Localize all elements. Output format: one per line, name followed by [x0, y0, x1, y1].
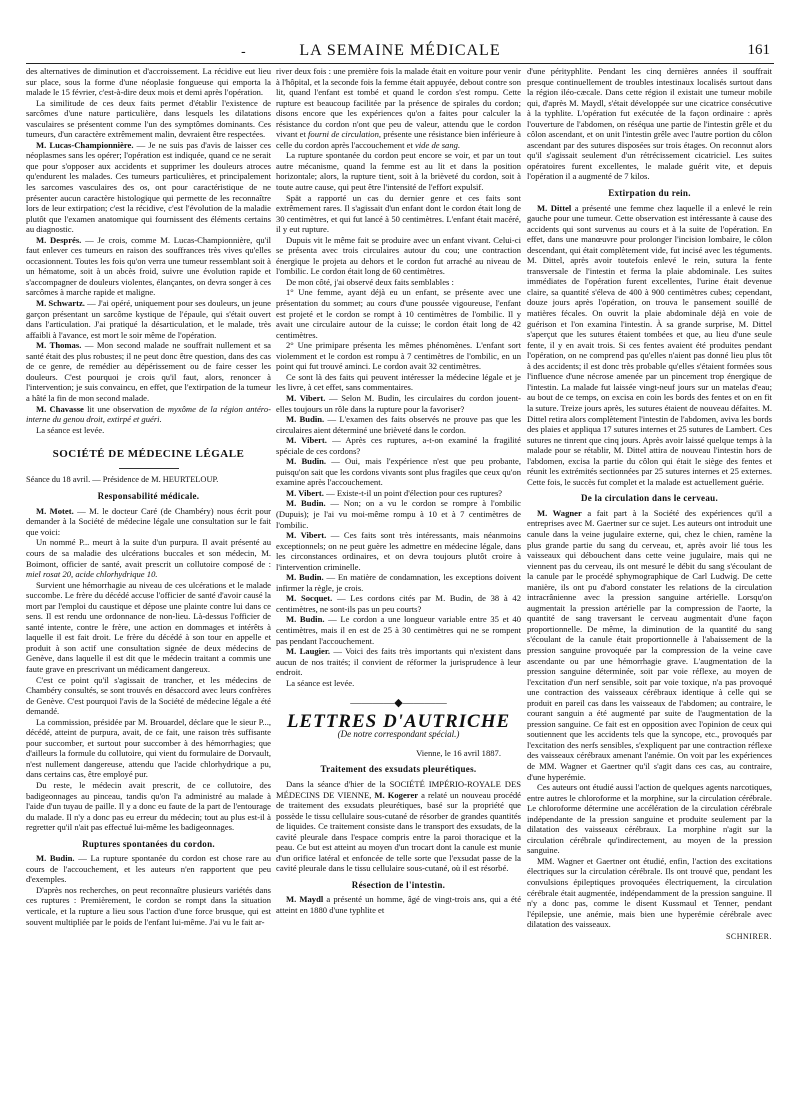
paragraph [276, 66, 521, 150]
italic-text: miel rosat 20, acide chlorhydrique 10. [26, 569, 158, 580]
paragraph [276, 498, 521, 530]
italic-text: vide de sang. [414, 139, 461, 150]
paragraph [276, 779, 521, 874]
speaker-name: M. Motet. [36, 505, 74, 516]
section-title: LETTRES D'AUTRICHE [286, 710, 511, 732]
speech-text: lit une observation de [87, 403, 168, 414]
speech-text: — Je crois, comme M. Lucas-Championnière, qu'il faut enlever ces tumeurs en raison des souffrances très vives qu'elles occasionnent. Toutes les fois qu'on verra une tumeur ressemblant soit à un hématome, soit à un abcès froid, suivre une évolution rapide et s'accompagner de douleurs violentes, élançantes, on devra songer à ces sarcômes à marche rapide et maligne. [26, 234, 271, 298]
paragraph [26, 298, 271, 340]
speech-text: Un nommé P... meurt à la suite d'un purpura. Il avait présenté au cours de sa maladie des ulcérations buccales et son médecin, M. Boimont, officier de santé, avait prescrit un collutoire composé de : [26, 537, 271, 569]
paragraph [276, 572, 521, 593]
speech-text: — L'examen des faits observés ne prouve pas que les circulaires aient déterminé une brièveté dans le cordon. [276, 414, 521, 435]
speech-text: — Après ces ruptures, a-t-on examiné la fragilité spéciale de ces cordons? [276, 435, 521, 456]
session-line: Séance du 18 avril. — Présidence de M. HEURTELOUP. [26, 474, 219, 484]
paragraph [276, 593, 521, 614]
body-text: river deux fois : une première fois la malade était en voiture pour venir à l'hôpital, et la seconde fois la femme était appuyée, debout contre son lit, quand l'enfant est tombé et quand le cordon s'est rompu. Cette rupture est beaucoup facilitée par la présence de spirales du cordon; disons encore que les expériences qu'on a faites pour calculer la résistance du cordon n'ont que peu de valeur, attendu que le cordon vivant et [276, 66, 521, 140]
speech-text: — Ces faits sont très intéressants, mais néanmoins exceptionnels; on ne peut guère les admettre en médecine légale, dans les circonstances ordinaires, et on devra toujours plutôt croire à l'intervention criminelle. [276, 530, 521, 572]
speaker-name: M. Laugier. [286, 646, 331, 657]
paragraph [26, 506, 271, 538]
speech-text: — Les cordons cités par M. Budin, de 38 à 42 centimètres, ne sont-ils pas un peu courts? [276, 593, 521, 614]
speaker-name: M. Dittel [537, 202, 572, 213]
paragraph: Du reste, le médecin avait prescrit, de ce collutoire, des badigeonnages au pinceau, tandis qu'on l'a administré au malade à l'aide d'un tuyau de paille. Il y a donc eu faute de la part de l'entourage du malade. Il n'y a donc pas eu erreur du médecin; tout au plus est-il à regretter qu'il n'ait pas effectué lui-même les badigeonnages. [26, 780, 271, 833]
speech-text: — Le cordon a une longueur variable entre 35 et 40 centimètres, mais il en est de 25 à 30 centimètres qui ne se rompent pas pendant l'accouchement. [276, 614, 521, 646]
correspondent-line: (De notre correspondant spécial.) [337, 729, 460, 740]
paragraph: La similitude de ces deux faits permet d'établir l'existence de sarcômes d'une nature particulière, dans lesquels les dilatations vasculaires se présentent comme l'un des symptômes dominants. Ces tumeurs, d'un caractère extrêmement malin, devraient être respectées. [26, 97, 271, 140]
journal-title: LA SEMAINE MÉDICALE [299, 42, 501, 59]
speaker-name: M. Budin. [286, 498, 326, 509]
italic-text: fourni de circulation [308, 129, 379, 140]
speaker-name: M. Vibert. [286, 392, 326, 403]
speaker-name: M. Maydl [286, 894, 324, 905]
speaker-name: M. Vibert. [286, 487, 324, 498]
body-text: Dans la séance d'hier de la SOCIÉTÉ IMPÉRIO-ROYALE DES MÉDECINS DE VIENNE, [276, 779, 521, 800]
paragraph: Spät a rapporté un cas du dernier genre et ces faits sont extrêmement rares. Il s'agissait d'un enfant dont le cordon était long de 30 centimètres, et qui fut lancé à 50 centimètres. L'enfant était macéré, il y eut rupture. [276, 192, 521, 235]
paragraph [26, 340, 271, 403]
paragraph [26, 140, 271, 235]
paragraph [276, 393, 521, 414]
paragraph: MM. Wagner et Gaertner ont étudié, enfin, l'action des excitations électriques sur la circulation cérébrale. Ils ont trouvé que, pendant les convulsions épileptiques provoquées électriquement, la circulation cérébrale était augmentée, indépendamment de la pression sanguine. Il n'y a donc pas, comme le disent Kussmaul et Tenner, pendant l'épilepsie, une anémie, mais bien une hyperémie cérébrale avec dilatation des vaisseaux. [527, 855, 772, 930]
paragraph [276, 894, 521, 915]
paragraph [26, 404, 271, 425]
speaker-name: M. Budin. [286, 614, 325, 625]
subsection-heading: Ruptures spontanées du cordon. [82, 838, 215, 849]
paragraph [276, 614, 521, 646]
dateline: Vienne, le 16 avril 1887. [416, 747, 501, 758]
speaker-name: M. Budin. [286, 414, 325, 425]
paragraph [276, 646, 521, 678]
speech-text: — Existe-t-il un point d'élection pour ces ruptures? [326, 487, 503, 498]
divider [119, 468, 179, 469]
body-text: a fait part à la Société des expériences qu'il a entreprises avec M. Gaertner sur ce sujet. Les auteurs ont introduit une canule dans la veine jugulaire externe, qui, chez le chien, ramène la plus grande partie du sang du cerveau, et, après avoir lié tous les vaisseaux qui débouchent dans cette veine jugulaire, mais qui ne viennent pas du cerveau, ils ont mesuré le débit du sang s'écoulant de la canule par le procédé sphymographique de Carl Ludwig. De cette manière, ils ont pu d'abord constater les relations de la circulation intracrânienne avec la pression sanguine artérielle. Lorsqu'on augmentait la pression artérielle par la compression de l'aorte, la quantité de sang traversant le cerveau augmentait d'une façon proportionnelle. De même, la diminution de la quantité du sang s'écoulant de la canule était proportionnelle à l'abaissement de la pression sanguine provoquée par la compression de la veine cave ascendante ou par une hémorrhagie grave. L'augmentation de la pression sanguine déterminée, soit par voie réflexe, au moyen de l'excitation d'un nerf sensible, soit par voie toxique, n'a pas provoqué une contraction des vaisseaux cérébraux identique à celle qui se produit en pareil cas dans les vaisseaux de l'abdomen; au contraire, le courant sanguin a été augmenté par suite de l'augmentation de la pression sanguine. Ce fait est en opposition avec l'opinion de ceux qui soutiennent que les accidents tels que la syncope, etc., provoqués par l'excitation des nerfs sensibles, s'expliquent par une contraction réflexe des vaisseaux cérébraux amenant l'anémie. On voit par les expériences de MM. Wagner et Gaertner qu'il s'agit dans ces cas, au contraire, d'une hyperémie. [527, 507, 772, 782]
subsection-heading: Résection de l'intestin. [351, 879, 446, 890]
speaker-name: M. Després. [36, 234, 82, 245]
speech-text: — La rupture spontanée du cordon est chose rare au cours de l'accouchement, et les auteurs n'en rapportent que peu d'exemples. [26, 853, 271, 885]
paragraph [276, 414, 521, 435]
speaker-name: M. Lucas-Championnière. [36, 139, 134, 150]
paragraph: Ces auteurs ont étudié aussi l'action de quelques agents narcotiques, entre autres le chloroforme et la morphine, sur la circulation cérébrale. Le chloroforme détermine une accélération de la circulation cérébrale indépendante de la pression sanguine et produite seulement par la dilatation des vaisseaux cérébraux. La morphine n'agit sur la circulation cérébrale qu'indirectement, au moyen de la pression sanguine. [527, 782, 772, 856]
subsection-heading: Extirpation du rein. [608, 188, 691, 199]
speech-text: — Voici des faits très importants qui n'existent dans aucun de nos traités; il convient de réformer la jurisprudence à leur endroit. [276, 646, 521, 678]
paragraph [26, 235, 271, 298]
ornament-divider: ————◆———— [350, 697, 447, 710]
paragraph [276, 435, 521, 456]
speech-text: — Je ne suis pas d'avis de laisser ces néoplasmes sans les opérer; l'opération est indiquée, quand ce ne serait que pour s'opposer aux accidents et supprimer les douleurs atroces qu'endurent les malades. Ces tumeurs particulières, et principalement les sarcomes vasculaires des os, ont pour caractéristique de ne présenter aucun caractère histologique qui permette de les reconnaître lors de leur extirpation; c'est la récidive, c'est l'évolution de la maladie plutôt que l'examen anatomique qui fournissent des éléments certains au diagnostic. [26, 139, 271, 235]
subsection-heading: Responsabilité médicale. [97, 491, 200, 502]
paragraph: La séance est levée. [36, 424, 105, 435]
body-text: a relaté un nouveau procédé de traitement des exsudats pleurétiques, basé sur la propriété que possède le tissu cellulaire sous-cutané de résorber de grandes quantités de liquides. Ce traitement consiste dans le transport des exsudats, de la cavité pleurale dans l'espace compris entre la paroi thoracique et la peau. Ce but est atteint au moyen d'un trocart dont la canule est munie d'un orifice latéral et enfoncée de telle sorte que l'exsudat passe de la cavité pleurale dans le tissu cellulaire sous-cutané, où il est résorbé. [276, 789, 521, 874]
paragraph [276, 488, 521, 499]
speech-text: — Non; on a vu le cordon se rompre à l'ombilic (Dupuis); je l'ai vu moi-même rompu à 10 et à 7 centimètres de l'ombilic. [276, 498, 521, 530]
paragraph: La rupture spontanée du cordon peut encore se voir, et par un tout autre mécanisme, quand la femme est au lit et dans la position horizontale; alors, la rupture tient, soit à la brièveté du cordon, soit à toute autre cause, qui peut être l'intensité de l'effort expulsif. [276, 150, 521, 193]
speech-text: — Mon second malade ne souffrait nullement et sa santé était des plus robustes; il ne peut donc être question, dans des cas de ce genre, de remédier au dépérissement ou de faire cesser les douleurs. C'est pourquoi je crois qu'il faut, alors, renoncer à l'intervention; je suis convaincu, en effet, que l'extirpation de la tumeur a hâté la fin de mon second malade. [26, 340, 271, 403]
speaker-name: M. Thomas. [36, 340, 82, 351]
paragraph: des alternatives de diminution et d'accroissement. La récidive eut lieu sur place, sous la forme d'une néoplasie fongueuse qui emporta la malade le 15 février, c'est-à-dire deux mois et demi après l'opération. [26, 66, 271, 98]
speaker-name: M. Socquet. [286, 593, 333, 604]
speaker-name: M. Kogerer [374, 789, 419, 800]
section-heading: SOCIÉTÉ DE MÉDECINE LÉGALE [52, 448, 245, 461]
speaker-name: M. Budin. [36, 853, 75, 864]
paragraph [527, 508, 772, 782]
paragraph [276, 456, 521, 488]
speech-text: — Oui, mais l'expérience n'est que peu probante, puisqu'on sait que les cordons vivants sont plus fragiles que ceux qu'on examine après l'accouchement. [276, 456, 521, 488]
paragraph: Survient une hémorrhagie au niveau de ces ulcérations et le malade succombe. Le frère du décédé accuse l'officier de santé d'avoir causé la mort par l'emploi du caustique et dépose une plainte contre lui dans ce sens. Il est rendu une ordonnance de non-lieu. Là-dessus l'officier de santé intente, contre le frère, une action en dommages et intérêts à laquelle il est fait droit. Le frère du décédé à son tour en appelle et produit à son actif une consultation signée de deux médecins de Genève, dans laquelle il est dit que le médecin traitant a commis une faute grave en prescrivant un médicament dangereux. [26, 579, 271, 674]
paragraph [26, 853, 271, 885]
subsection-heading: Traitement des exsudats pleurétiques. [320, 764, 477, 775]
speaker-name: M. Vibert. [286, 435, 327, 446]
paragraph: Ce sont là des faits qui peuvent intéresser la médecine légale et je les livre, à cet effet, sans commentaires. [276, 371, 521, 393]
speech-text: — Selon M. Budin, les circulaires du cordon jouent-elles toujours un rôle dans la rupture pour la favoriser? [276, 392, 521, 414]
column-3 [527, 66, 772, 1101]
paragraph [527, 203, 772, 488]
paragraph: 1° Une femme, ayant déjà eu un enfant, se présente avec une présentation du sommet; au cours d'une poussée vigoureuse, l'enfant est projeté et le cordon se rompt à 10 centimètres de l'ombilic. Il y avait une circulaire autour de la cuisse; le cordon était long de 42 centimètres. [276, 287, 521, 340]
italic-text: myxôme de la région antéro-interne du genou droit, extirpé et guéri. [26, 403, 271, 425]
speech-text: — En matière de condamnation, les exceptions doivent infirmer la règle, je crois. [276, 572, 521, 593]
body-text: , présente une résistance bien inférieure à celle du cordon après l'accouchement et [276, 129, 521, 150]
speaker-name: M. Vibert. [286, 530, 327, 541]
paragraph: La commission, présidée par M. Brouardel, déclare que le sieur P..., décédé, atteint de purpura, avait, de ce fait, une raison très suffisante pour succomber, et surtout pour succomber à des hémorrhagies; que d'ailleurs la formule du collutoire, qui vient du formulaire de Dorvault, n'est nullement dangereuse, attendu que l'acide chlorhydrique a pu, dans certains cas, être employé pur. [26, 716, 271, 780]
body-text: a présenté un homme, âgé de vingt-trois ans, qui a été atteint en 1880 d'une typhlite et [276, 894, 521, 916]
paragraph: Dupuis vit le même fait se produire avec un enfant vivant. Celui-ci se présenta avec trois circulaires autour du cou; une contraction énergique le projeta au dehors et le cordon fut arraché au niveau de l'ombilic. Le cordon était long de 60 centimètres. [276, 234, 521, 277]
speaker-name: M. Budin. [286, 572, 324, 583]
header-dash: - [241, 44, 246, 60]
speaker-name: M. Budin. [286, 456, 327, 467]
paragraph: d'une pérityphlite. Pendant les cinq dernières années il souffrait presque continuellement de troubles intestinaux localisés surtout dans la région iléo-cæcale. Dans cette région il existait une tumeur mobile qui, d'après M. Maydl, s'était développée sur une cicatrice consécutive à la typhlite. L'opération fut exécutée de la façon ordinaire : après l'ouverture de l'abdomen, on réséqua une partie de l'intestin grêle et du côlon ascendant, et on unit l'intestin grêle avec l'autre portion du côlon ascendant par des sutures disposées sur trois étages. On reconnut alors qu'il s'agissait seulement d'un rétrécissement cicatriciel. Les suites opératoires furent excellentes, le malade guérit vite, et depuis l'opération il a augmenté de 7 kilos. [527, 66, 772, 182]
author-signature: SCHNIRER. [725, 931, 772, 941]
speech-text: — M. le docteur Caré (de Chambéry) nous écrit pour demander à la Société de médecine légale une consultation sur le fait que voici: [26, 505, 271, 537]
page-number: 161 [747, 42, 770, 58]
paragraph: D'après nos recherches, on peut reconnaître plusieurs variétés dans ces ruptures : Premièrement, le cordon se rompt dans la situation verticale, et la rupture a lieu sous l'action d'une force brusque, qui est souvent multipliée par le poids de l'enfant lui-même. J'ai vu le fait ar- [26, 884, 271, 927]
page-header [26, 40, 774, 62]
paragraph: 2° Une primipare présenta les mêmes phénomènes. L'enfant sort violemment et le cordon est rompu à 7 centimètres de l'ombilic, en un point qui fut trouvé aminci. Le cordon avait 32 centimètres. [276, 340, 521, 372]
paragraph: De mon côté, j'ai observé deux faits semblables : [286, 276, 454, 287]
column-1 [26, 66, 271, 1101]
speaker-name: M. Schwartz. [36, 298, 85, 309]
paragraph [276, 530, 521, 572]
subsection-heading: De la circulation dans le cerveau. [580, 493, 719, 504]
speech-text: — J'ai opéré, uniquement pour ses douleurs, un jeune garçon présentant un sarcôme kystique de l'épaule, qui s'était ouvert dans l'articulation. J'ai pratiqué la désarticulation, et le malade, très affaibli à l'avance, est mort le soir même de l'opération. [26, 298, 271, 340]
body-text: a présenté une femme chez laquelle il a enlevé le rein gauche pour une tumeur. Cette observation est intéressante à cause des accidents qui sont survenus au cours et à la suite de l'opération. En effet, dans une manœuvre pour prolonger l'incision lombaire, le côlon descendant, qui était complètement vide, fut incisé avec les téguments. M. Dittel, après avoir toutefois enlevé le rein, sutura la fente transversale de l'intestin et ferma la plaie abdominale. Les suites immédiates de l'opération furent excellentes, l'urine était devenue claire, sa quantité s'éleva de 400 à 900 centimètres cubes; cependant, douze jours après l'opération, on trouva le pansement souillé de matières fécales. On ouvrit la plaie abdominale déjà en voie de guérison et l'on examina l'intestin. À sa grande surprise, M. Dittel s'aperçut que les sutures étaient tombées et que, au lieu d'une seule fente, il y en avait trois. Si ces fentes avaient été produites pendant l'opération, on ne comprend pas qu'elles n'aient pas donné lieu plus tôt à des accidents; il est donc très probable qu'elles s'étaient formées sous l'influence d'une nécrose amenée par un pincement trop énergique de l'intestin. La malade fut laissée vingt-neuf jours sur un matelas d'eau; au bout de ce temps, on excisa en coin les bords des fentes et on en fit la suture. Treize jours après, les sutures étaient de nouveau défaites. M. Dittel retira alors complètement l'intestin de l'abdomen, aviva les bords des plaies et appliqua 17 sutures internes et 25 sutures de Lambert. Ces sutures ne tinrent que cinq jours. Après avoir laissé quelque temps à la malade pour se rétablir, M. Dittel attira de nouveau l'intestin hors de l'abdomen, excisa la partie du côlon qui était le siège des fentes et réunit les extrémités sectionnées par 25 sutures internes et 25 externes. Cette fois, le succès fut complet et la malade est actuellement guérie. [527, 202, 772, 487]
paragraph: C'est ce point qu'il s'agissait de trancher, et les médecins de Chambéry consultés, se sont trouvés en désaccord avec leurs confrères de Genève. C'est pourquoi l'avis de la Société de médecine légale a été demandé. [26, 674, 271, 717]
paragraph: La séance est levée. [286, 677, 355, 688]
speaker-name: M. Chavasse [36, 403, 84, 414]
speaker-name: M. Wagner [537, 507, 582, 518]
header-rule [26, 63, 774, 64]
column-2 [276, 66, 521, 1101]
paragraph [26, 537, 271, 579]
